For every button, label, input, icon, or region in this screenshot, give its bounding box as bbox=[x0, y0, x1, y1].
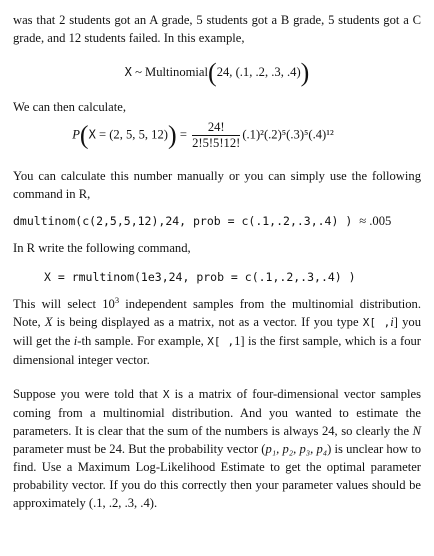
eq1-close-paren: ) bbox=[300, 58, 310, 87]
eq2-inner: = (2, 5, 5, 12) bbox=[95, 127, 168, 142]
p6-text-c: parameter must be 24. But the probability vector ( bbox=[13, 442, 266, 456]
p5-var-i1: i bbox=[390, 315, 394, 329]
paragraph-r-command-text: In R write the following command, bbox=[13, 241, 191, 255]
eq1-args: 24, (.1, .2, .3, .4) bbox=[216, 65, 301, 79]
paragraph-manual bbox=[13, 167, 421, 203]
p5-code-b: X[ , bbox=[207, 335, 235, 348]
code-rmultinom-text: X = rmultinom(1e3,24, prob = c(.1,.2,.3,.4) ) bbox=[44, 270, 356, 284]
code-dmultinom bbox=[13, 214, 391, 229]
eq2-inner-X: X bbox=[88, 127, 96, 142]
code-dmultinom-approx: ≈ .005 bbox=[359, 214, 392, 228]
paragraph-manual-text: You can calculate this number manually or you can simply use the following command in R, bbox=[13, 169, 421, 201]
p6-text-b: is a matrix of four-dimensional vector samples coming from a multinomial distribution. And you wanted to estimate the parameters. It is clear that the sum of the numbers is always 24, so clearly the bbox=[13, 387, 421, 438]
p5-var-X: X bbox=[44, 315, 53, 329]
eq1-lhs: X bbox=[124, 65, 132, 79]
eq2-fraction bbox=[192, 120, 240, 151]
p5-exponent: 3 bbox=[114, 295, 120, 305]
eq1-fn: Multinomial bbox=[145, 65, 209, 79]
p5-text-a: This will select 10 bbox=[13, 297, 115, 311]
eq2-open-paren: ( bbox=[79, 120, 89, 150]
p5-text-c: is being displayed as a matrix, not as a vector. If you type bbox=[52, 315, 363, 329]
p5-var-i2: i bbox=[73, 334, 78, 348]
paragraph-samples bbox=[13, 295, 421, 369]
p6-text-d: ) is unclear how to find. Use a Maximum Log-Likelihood Estimate to get the optimal parameter probability vector. If you do this correctly then your parameter values should be approximately (.1, .2, .3, .4). bbox=[13, 442, 422, 510]
p5-text-f: 1] is the first sample, which is a four dimensional integer vector. bbox=[13, 334, 421, 367]
equation-multinomial bbox=[0, 58, 434, 88]
paragraph-estimate bbox=[13, 385, 421, 512]
eq2-P: P bbox=[72, 127, 80, 142]
paragraph-intro bbox=[13, 11, 421, 47]
code-rmultinom bbox=[44, 270, 356, 284]
eq2-terms: (.1)²(.2)⁵(.3)⁵(.4)¹² bbox=[242, 127, 334, 142]
paragraph-intro-text: was that 2 students got an A grade, 5 students got a B grade, 5 students got a C grade, and 12 students failed. In this example, bbox=[13, 13, 421, 45]
eq2-numerator: 24! bbox=[192, 120, 240, 136]
equation-probability bbox=[0, 120, 420, 151]
paragraph-calculate bbox=[13, 98, 421, 116]
p6-code-X: X bbox=[162, 388, 170, 401]
p5-text-d: ] you will get the bbox=[13, 315, 421, 348]
p5-text-b: independent samples from the multinomial distribution. Note, bbox=[13, 297, 421, 329]
code-dmultinom-text: dmultinom(c(2,5,5,12),24, prob = c(.1,.2,.3,.4) ) bbox=[13, 214, 353, 228]
p6-text-a: Suppose you were told that bbox=[13, 387, 163, 401]
p6-var-N: N bbox=[412, 424, 421, 438]
eq2-denominator: 2!5!5!12! bbox=[192, 136, 241, 150]
p6-prob-vector: p₁, p₂, p₃, p₄ bbox=[265, 442, 328, 456]
p5-text-e: -th sample. For example, bbox=[77, 334, 208, 348]
paragraph-calculate-text: We can then calculate, bbox=[13, 100, 126, 114]
eq2-equals: = bbox=[179, 127, 187, 142]
p5-code-a: X[ , bbox=[362, 316, 391, 329]
paragraph-r-command bbox=[13, 239, 421, 257]
eq2-close-paren: ) bbox=[167, 120, 177, 150]
eq1-open-paren: ( bbox=[208, 58, 217, 87]
eq1-tilde: ~ bbox=[135, 65, 142, 79]
